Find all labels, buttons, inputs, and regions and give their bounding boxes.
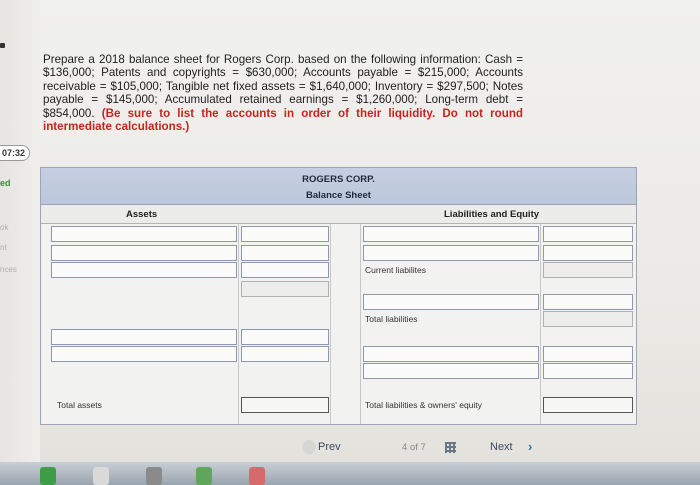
company-name: ROGERS CORP. — [302, 174, 375, 185]
asset-account-input[interactable] — [51, 346, 237, 362]
app-icon[interactable] — [146, 467, 162, 485]
question-instruction: (Be sure to list the accounts in order of their liquidity. Do not round intermediate calculations.) — [43, 106, 523, 134]
total-liabilities-equity-label: Total liabilities & owners' equity — [365, 400, 482, 410]
app-icon[interactable] — [93, 467, 109, 485]
liability-amount-input[interactable] — [543, 294, 633, 310]
app-icon[interactable] — [196, 467, 212, 485]
page-indicator — [402, 442, 426, 453]
question-text — [43, 53, 523, 133]
asset-account-input[interactable] — [51, 226, 237, 242]
current-liabilities-label: Current liabilites — [365, 265, 426, 275]
assets-header: Assets — [126, 209, 158, 220]
prev-arrow-icon[interactable] — [302, 440, 316, 454]
page-current: 4 — [402, 442, 408, 453]
table-row — [41, 395, 636, 414]
side-label-nt[interactable]: nt — [0, 243, 7, 252]
chevron-right-icon[interactable]: › — [528, 439, 533, 454]
equity-account-input[interactable] — [363, 346, 539, 362]
grid-icon[interactable] — [445, 442, 456, 453]
total-assets-label: Total assets — [57, 400, 102, 410]
timer-badge: 07:32 — [0, 145, 30, 161]
total-liabilities-label: Total liabilities — [365, 314, 418, 324]
asset-amount-input[interactable] — [241, 346, 329, 362]
liability-amount-input[interactable] — [543, 245, 633, 261]
asset-amount-input[interactable] — [241, 245, 329, 261]
side-label-ed[interactable]: ed — [0, 178, 11, 188]
equity-amount-input[interactable] — [543, 363, 633, 379]
total-assets-value — [241, 397, 329, 413]
side-label-ok[interactable]: ok — [0, 223, 9, 232]
column-headers — [41, 205, 636, 224]
asset-amount-input[interactable] — [241, 262, 329, 278]
panel-marker — [0, 43, 5, 48]
liability-account-input[interactable] — [363, 294, 539, 310]
asset-amount-input[interactable] — [241, 329, 329, 345]
prev-button[interactable]: Prev — [318, 441, 341, 453]
asset-account-input[interactable] — [51, 329, 237, 345]
balance-sheet-table — [40, 167, 637, 425]
total-liabilities-value — [543, 311, 633, 327]
table-row — [41, 260, 636, 279]
liability-account-input[interactable] — [363, 226, 539, 242]
table-row — [41, 361, 636, 380]
asset-amount-input[interactable] — [241, 226, 329, 242]
liability-account-input[interactable] — [363, 245, 539, 261]
question-body: Prepare a 2018 balance sheet for Rogers Corp. based on the following information: Cash = $136,000; Patents and copyrights = $630,000; Accounts payable = $215,000; Accounts receivable = $105,000; Tangible net fixed assets = $1,640,000; Inventory = $297,500; Notes payable = $145,000; Accumulated retained earnings = $1,260,000; Long-term debt = $854,000. — [43, 53, 523, 120]
question-navigation — [290, 440, 550, 458]
liability-amount-input[interactable] — [543, 226, 633, 242]
table-row — [41, 224, 636, 243]
page-of: of 7 — [409, 442, 426, 453]
side-label-nces[interactable]: nces — [0, 265, 17, 274]
sheet-title: Balance Sheet — [306, 190, 371, 201]
balance-sheet-header — [41, 168, 636, 205]
equity-account-input[interactable] — [363, 363, 539, 379]
asset-account-input[interactable] — [51, 262, 237, 278]
table-row — [41, 309, 636, 328]
asset-account-input[interactable] — [51, 245, 237, 261]
app-icon[interactable] — [40, 467, 56, 485]
next-button[interactable]: Next — [490, 441, 513, 453]
current-liabilities-total — [543, 262, 633, 278]
total-liabilities-equity-value — [543, 397, 633, 413]
equity-amount-input[interactable] — [543, 346, 633, 362]
app-icon[interactable] — [249, 467, 265, 485]
liabilities-equity-header: Liabilities and Equity — [444, 209, 540, 220]
